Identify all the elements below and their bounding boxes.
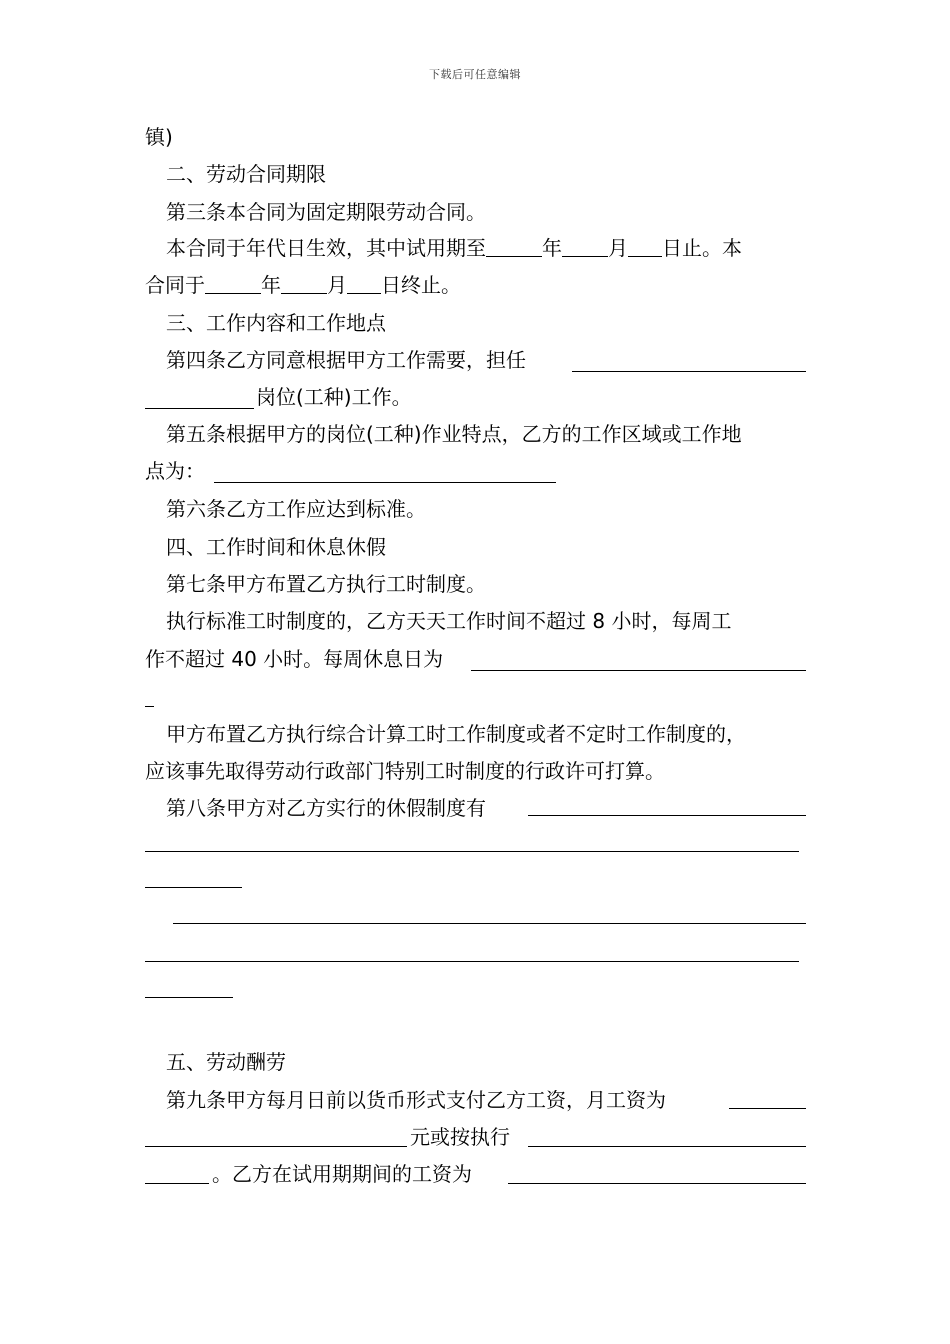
text-line: 应该事先取得劳动行政部门特别工时制度的行政许可打算。 [145,759,665,783]
text-segment: 合同于 [145,273,205,297]
text-line: 作不超过 40 小时。每周休息日为 [145,647,444,671]
text-line: 第六条乙方工作应达到标准。 [166,497,426,521]
section-heading: 五、劳动酬劳 [166,1050,286,1074]
fill-blank[interactable] [145,851,799,852]
text-line: 第七条甲方布置乙方执行工时制度。 [166,572,486,596]
section-heading: 三、工作内容和工作地点 [166,311,386,335]
fill-blank[interactable] [145,1146,407,1147]
page-header: 下载后可任意编辑 [429,68,521,81]
fill-blank[interactable] [145,961,799,962]
text-line [166,236,742,260]
text-segment: 年 [542,236,562,260]
text-line: 元或按执行 [410,1125,510,1149]
text-line: 点为： [145,459,205,483]
text-line: 甲方布置乙方执行综合计算工时工作制度或者不定时工作制度的， [166,722,746,746]
text-line: 。乙方在试用期期间的工资为 [212,1162,472,1186]
fill-blank[interactable] [173,923,806,924]
text-segment: 年 [261,273,281,297]
fill-blank[interactable] [145,706,154,707]
text-line: 第八条甲方对乙方实行的休假制度有 [166,796,486,820]
text-line: 镇) [145,125,173,149]
section-heading: 四、工作时间和休息休假 [166,535,386,559]
text-segment: 月 [608,236,628,260]
text-line: 第三条本合同为固定期限劳动合同。 [166,200,486,224]
text-line: 第五条根据甲方的岗位(工种)作业特点，乙方的工作区域或工作地 [166,422,742,446]
text-segment: 日终止。 [381,273,461,297]
fill-blank[interactable] [347,275,381,294]
fill-blank[interactable] [628,238,662,257]
fill-blank[interactable] [281,275,327,294]
fill-blank[interactable] [205,275,261,294]
fill-blank[interactable] [528,1146,806,1147]
fill-blank[interactable] [729,1108,806,1109]
fill-blank[interactable] [145,887,242,888]
fill-blank[interactable] [486,238,542,257]
fill-blank[interactable] [214,482,556,483]
text-line: 第九条甲方每月日前以货币形式支付乙方工资，月工资为 [166,1088,666,1112]
fill-blank[interactable] [528,815,806,816]
text-segment: 本合同于年代日生效，其中试用期至 [166,236,486,260]
text-line: 第四条乙方同意根据甲方工作需要，担任 [166,348,526,372]
fill-blank[interactable] [508,1183,806,1184]
fill-blank[interactable] [145,408,254,409]
text-line [145,273,461,297]
fill-blank[interactable] [572,371,806,372]
text-line: 执行标准工时制度的，乙方天天工作时间不超过 8 小时，每周工 [166,609,732,633]
text-segment: 月 [327,273,347,297]
fill-blank[interactable] [562,238,608,257]
text-segment: 日止。本 [662,236,742,260]
text-line: 岗位(工种)工作。 [256,385,412,409]
section-heading: 二、劳动合同期限 [166,162,326,186]
fill-blank[interactable] [471,670,806,671]
fill-blank[interactable] [145,1183,209,1184]
fill-blank[interactable] [145,997,233,998]
